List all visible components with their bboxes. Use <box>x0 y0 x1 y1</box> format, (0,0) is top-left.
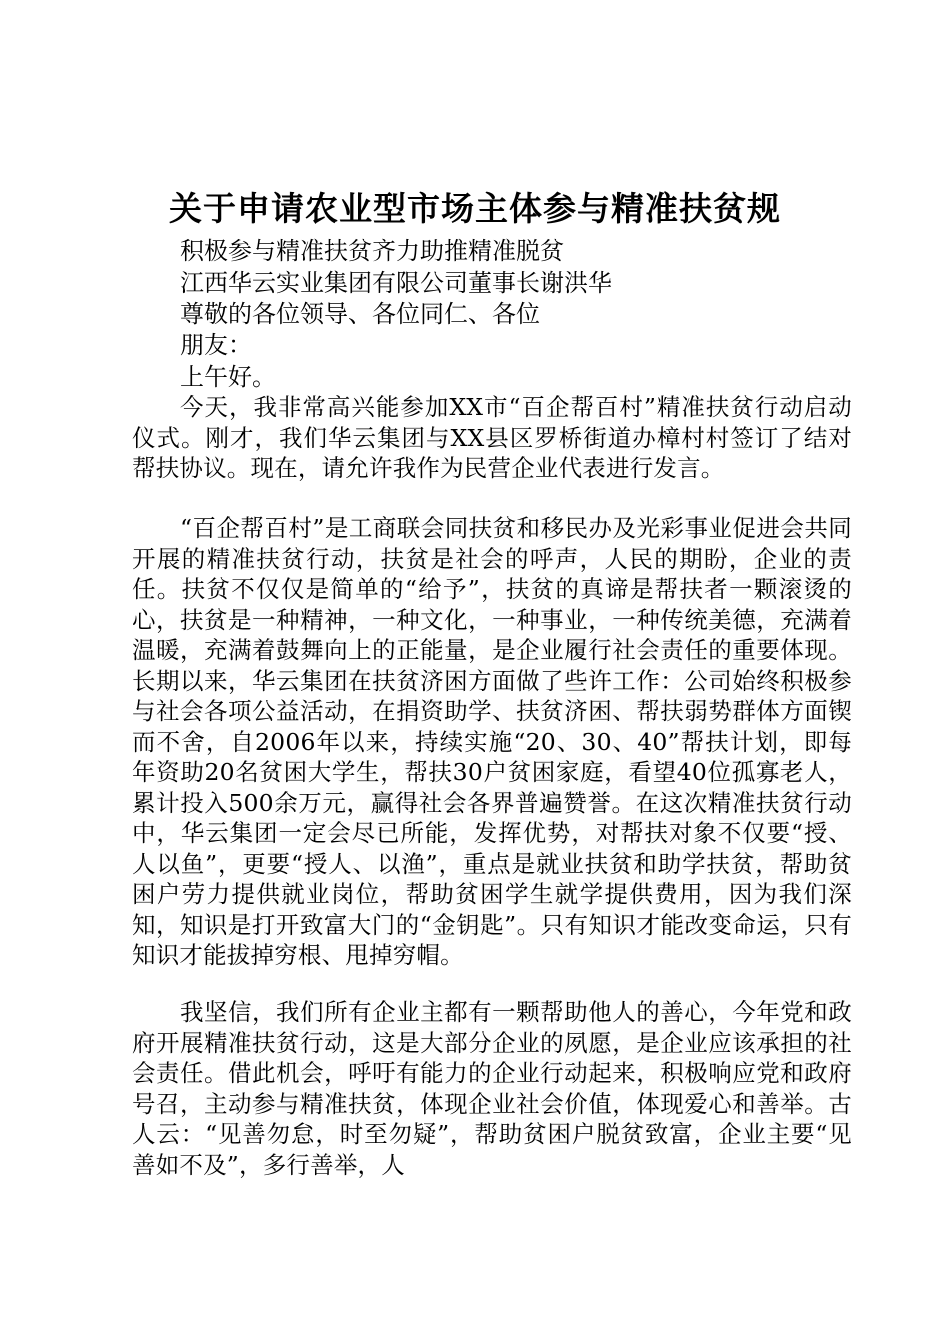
speaker-line: 江西华云实业集团有限公司董事长谢洪华 <box>180 269 612 297</box>
document-subtitle: 积极参与精准扶贫齐力助推精准脱贫 <box>180 237 564 265</box>
paragraph-poverty-relief: “百企帮百村”是工商联会同扶贫和移民办及光彩事业促进会共同开展的精准扶贫行动，扶贫是社会的呼声，人民的期盼，企业的责任。扶贫不仅仅是简单的“给予”，扶贫的真谛是帮扶者一颗滚烫的心，扶贫是一种精神，一种文化，一种事业，一种传统美德，充满着温暖，充满着鼓舞向上的正能量，是企业履行社会责任的重要体现。长期以来，华云集团在扶贫济困方面做了些许工作：公司始终积极参与社会各项公益活动，在捐资助学、扶贫济困、帮扶弱势群体方面锲而不舍，自2006年以来，持续实施“20、30、40”帮扶计划，即每年资助20名贫困大学生，帮扶30户贫困家庭，看望40位孤寡老人，累计投入500余万元，赢得社会各界普遍赞誉。在这次精准扶贫行动中，华云集团一定会尽已所能，发挥优势，对帮扶对象不仅要“授、人以鱼”，更要“授人、以渔”，重点是就业扶贫和助学扶贫，帮助贫困户劳力提供就业岗位，帮助贫困学生就学提供费用，因为我们深知，知识是打开致富大门的“金钥匙”。只有知识才能改变命运，只有知识才能拔掉穷根、甩掉穷帽。 <box>132 514 852 969</box>
paragraph-call-to-action: 我坚信，我们所有企业主都有一颗帮助他人的善心，今年党和政府开展精准扶贫行动，这是大部分企业的夙愿，是企业应该承担的社会责任。借此机会，呼吁有能力的企业行动起来，积极响应党和政府号召，主动参与精准扶贫，体现企业社会价值，体现爱心和善举。古人云：“见善勿怠，时至勿疑”，帮助贫困户脱贫致富，企业主要“见善如不及”，多行善举，人 <box>132 998 852 1179</box>
salutation-line: 尊敬的各位领导、各位同仁、各位 <box>180 300 540 328</box>
paragraph-opening: 今天，我非常高兴能参加XX市“百企帮百村”精准扶贫行动启动仪式。刚才，我们华云集团与XX县区罗桥街道办樟村村签订了结对帮扶协议。现在，请允许我作为民营企业代表进行发言。 <box>132 393 852 482</box>
document-title: 关于申请农业型市场主体参与精准扶贫规 <box>169 189 781 228</box>
greeting-line: 上午好。 <box>180 363 276 391</box>
salutation-line-2: 朋友： <box>180 331 252 359</box>
